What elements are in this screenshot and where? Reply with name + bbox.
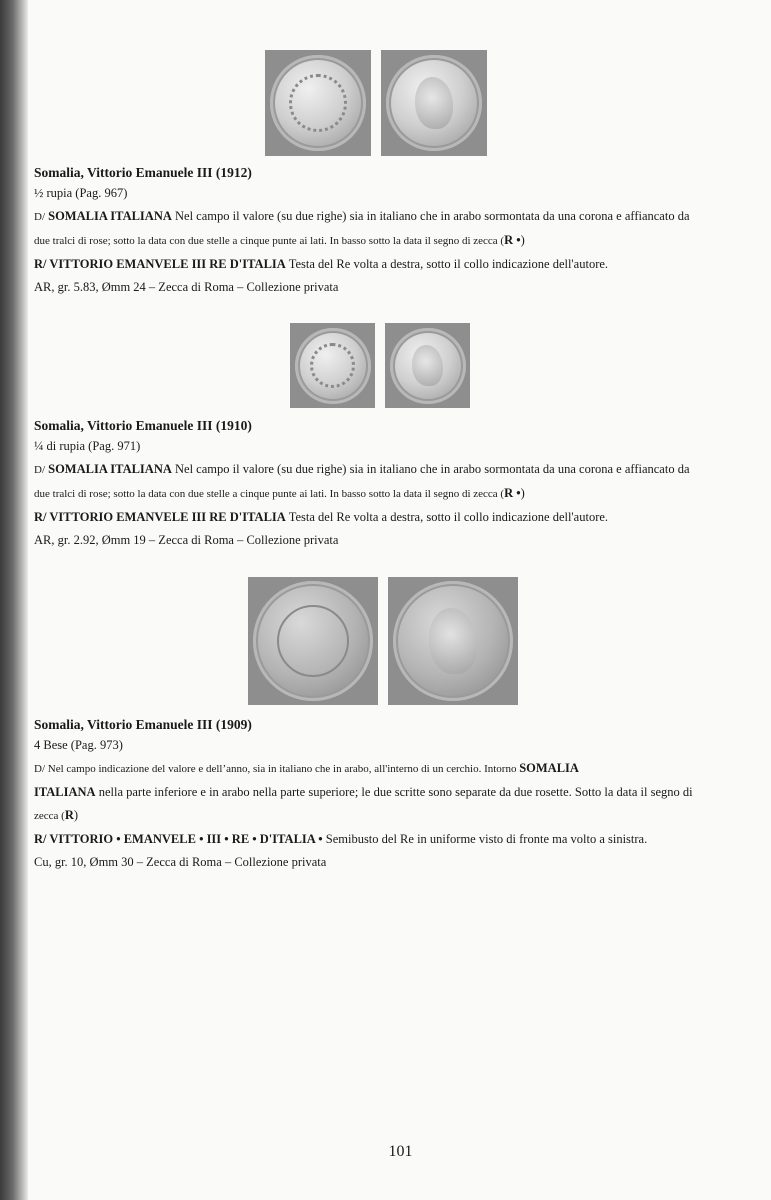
coin-photos-1909 [248, 577, 518, 705]
coin-reverse-photo [385, 323, 470, 408]
page-number: 101 [388, 1143, 413, 1160]
coin-reverse-photo [388, 577, 518, 705]
reverse-description: R/ VITTORIO EMANVELE III RE D'ITALIA Testa del Re volta a destra, sotto il collo indicazione dell'autore. [34, 257, 609, 271]
obverse-description-end: zecca (R) [34, 808, 79, 822]
entry-subtitle: 4 Bese (Pag. 973) [34, 738, 123, 752]
entry-title: Somalia, Vittorio Emanuele III (1909) [34, 717, 252, 732]
coin-obverse-photo [265, 50, 371, 156]
obverse-description-cont: ITALIANA nella parte inferiore e in arabo nella parte superiore; le due scritte sono separate da due rosette. Sotto la data il segno di [34, 785, 693, 799]
coin-photos-1912 [265, 50, 487, 156]
book-binding-shadow [0, 0, 28, 1200]
reverse-description: R/ VITTORIO • EMANVELE • III • RE • D'ITALIA • Semibusto del Re in uniforme visto di fronte ma volto a sinistra. [34, 832, 648, 846]
coin-details: Cu, gr. 10, Ømm 30 – Zecca di Roma – Collezione privata [34, 855, 327, 869]
coin-entry-1910 [34, 416, 754, 552]
obverse-description: D/ SOMALIA ITALIANA Nel campo il valore (su due righe) sia in italiano che in arabo sormontata da una corona e affiancato da [34, 209, 690, 223]
entry-subtitle: ½ rupia (Pag. 967) [34, 186, 128, 200]
coin-entry-1909 [34, 715, 754, 874]
coin-obverse-photo [290, 323, 375, 408]
coin-photos-1910 [290, 323, 470, 408]
coin-entry-1912 [34, 163, 754, 299]
obverse-description: D/ Nel campo indicazione del valore e dell’anno, sia in italiano che in arabo, all'interno di un cerchio. Intorno SOMALIA [34, 761, 579, 775]
reverse-description: R/ VITTORIO EMANVELE III RE D'ITALIA Testa del Re volta a destra, sotto il collo indicazione dell'autore. [34, 510, 609, 524]
obverse-description-cont: due tralci di rose; sotto la data con due stelle a cinque punte ai lati. In basso sotto la data il segno di zecca (R •) [34, 486, 525, 500]
coin-details: AR, gr. 2.92, Ømm 19 – Zecca di Roma – Collezione privata [34, 533, 339, 547]
coin-obverse-photo [248, 577, 378, 705]
coin-details: AR, gr. 5.83, Ømm 24 – Zecca di Roma – Collezione privata [34, 280, 339, 294]
obverse-description: D/ SOMALIA ITALIANA Nel campo il valore (su due righe) sia in italiano che in arabo sormontata da una corona e affiancato da [34, 462, 690, 476]
entry-title: Somalia, Vittorio Emanuele III (1912) [34, 165, 252, 180]
entry-title: Somalia, Vittorio Emanuele III (1910) [34, 418, 252, 433]
obverse-description-cont: due tralci di rose; sotto la data con due stelle a cinque punte ai lati. In basso sotto la data il segno di zecca (R •) [34, 233, 525, 247]
entry-subtitle: ¼ di rupia (Pag. 971) [34, 439, 141, 453]
coin-reverse-photo [381, 50, 487, 156]
